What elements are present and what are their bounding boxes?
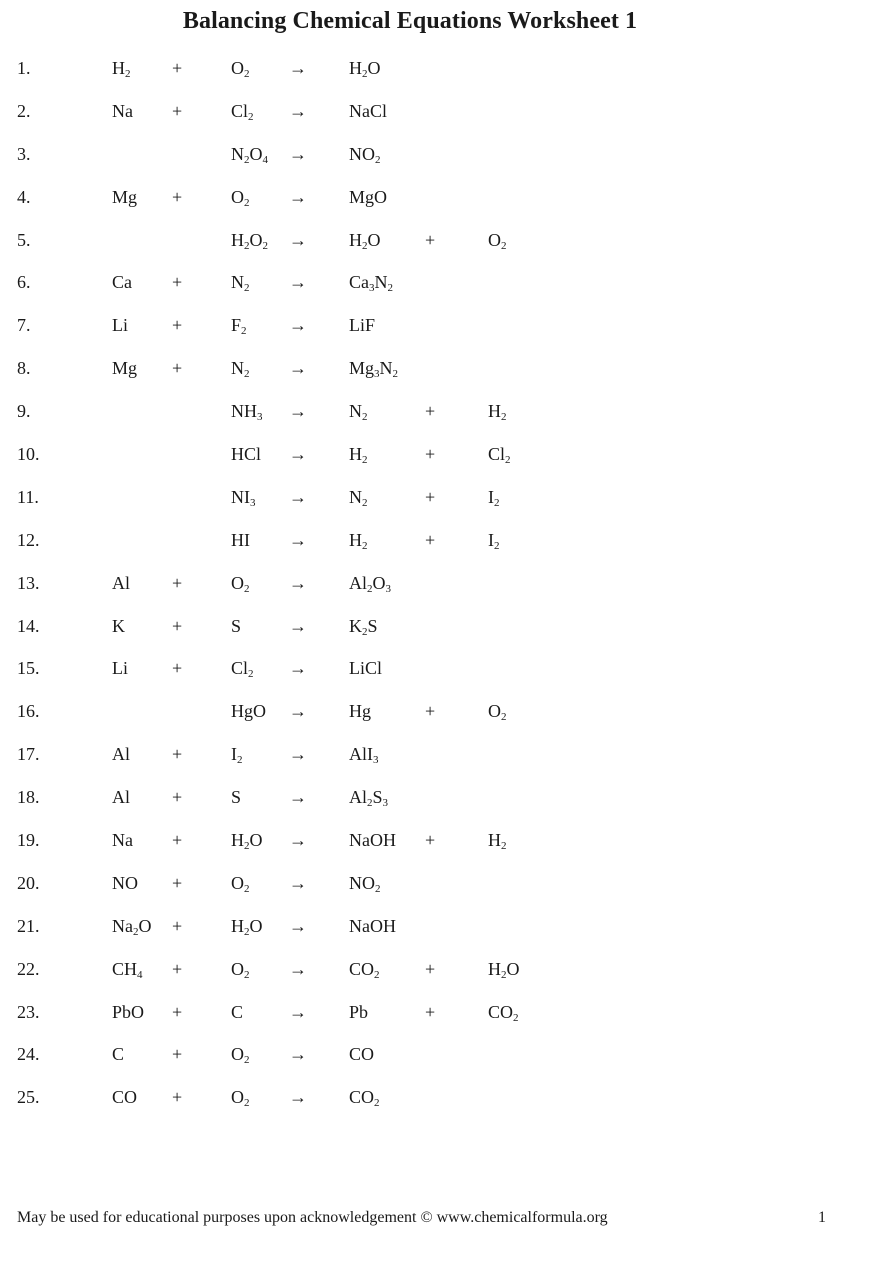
equation-row <box>0 224 869 267</box>
equation-number: 1. <box>17 58 31 78</box>
reaction-arrow: → <box>289 615 307 636</box>
equation-number: 13. <box>17 572 40 593</box>
product-2: $O_2$ <box>488 229 507 252</box>
equation-row <box>0 95 869 138</box>
equation-row <box>0 395 869 438</box>
reaction-arrow: → <box>289 444 307 465</box>
equation-row <box>0 266 869 309</box>
reaction-arrow: → <box>289 872 307 893</box>
plus-sign: + <box>425 529 436 550</box>
reactant-2: C <box>231 1001 244 1022</box>
equation-number: 22. <box>17 958 40 979</box>
plus-sign: + <box>172 272 183 293</box>
reactant-2: HgO <box>231 701 266 722</box>
plus-sign: + <box>425 830 436 851</box>
equation-number: 15. <box>17 658 40 679</box>
product-1: $CO_2$ <box>349 958 380 981</box>
plus-sign: + <box>172 572 183 593</box>
equation-number: 9. <box>17 401 31 422</box>
plus-sign: + <box>172 1044 183 1065</box>
plus-sign: + <box>425 229 436 250</box>
reaction-arrow: → <box>289 787 307 808</box>
product-1: LiF <box>349 315 376 336</box>
reactant-2: $I_2$ <box>231 744 243 767</box>
plus-sign: + <box>172 787 183 808</box>
product-1: $K_2S$ <box>349 615 378 638</box>
product-1: NaCl <box>349 100 387 121</box>
reaction-arrow: → <box>289 486 307 507</box>
equation-row <box>0 695 869 738</box>
reactant-1: PbO <box>112 1001 145 1022</box>
reactant-1: Na <box>112 100 133 121</box>
product-1: $Mg_3N_2$ <box>349 358 399 381</box>
equation-number: 10. <box>17 444 40 465</box>
product-1: LiCl <box>349 658 383 679</box>
plus-sign: + <box>425 486 436 507</box>
product-2: $H_2$ <box>488 830 507 853</box>
reactant-2: $O_2$ <box>231 186 250 209</box>
plus-sign: + <box>425 444 436 465</box>
equation-row <box>0 824 869 867</box>
product-1: $Ca_3N_2$ <box>349 272 393 295</box>
reactant-1: CO <box>112 1087 138 1108</box>
reactant-1: Al <box>112 787 130 808</box>
plus-sign: + <box>172 872 183 893</box>
reactant-2: $Cl_2$ <box>231 100 254 123</box>
reaction-arrow: → <box>289 272 307 293</box>
equation-row <box>0 610 869 653</box>
product-2: $I_2$ <box>488 529 500 552</box>
reactant-1: Al <box>112 572 130 593</box>
reactant-2: S <box>231 615 242 636</box>
product-1: CO <box>349 1044 375 1065</box>
equation-row <box>0 652 869 695</box>
equation-number: 23. <box>17 1001 40 1022</box>
equation-number: 16. <box>17 701 40 722</box>
equation-row <box>0 138 869 181</box>
product-2: $H_2$ <box>488 401 507 424</box>
plus-sign: + <box>172 1001 183 1022</box>
reaction-arrow: → <box>289 186 307 207</box>
reactant-1: $H_2$ <box>112 58 131 80</box>
equation-number: 2. <box>17 100 31 121</box>
reaction-arrow: → <box>289 1087 307 1108</box>
reaction-arrow: → <box>289 100 307 121</box>
equation-row <box>0 181 869 224</box>
reactant-2: HCl <box>231 444 262 465</box>
equation-number: 17. <box>17 744 40 765</box>
reaction-arrow: → <box>289 915 307 936</box>
product-1: $N_2$ <box>349 401 368 424</box>
reactant-1: Li <box>112 658 128 679</box>
reaction-arrow: → <box>289 358 307 379</box>
equation-row <box>0 567 869 610</box>
reactant-2: $H_2O$ <box>231 915 263 938</box>
equation-row <box>0 438 869 481</box>
equation-row <box>0 867 869 910</box>
product-1: $Al_2S_3$ <box>349 787 389 810</box>
reaction-arrow: → <box>289 1001 307 1022</box>
product-1: $H_2O$ <box>349 229 381 252</box>
equation-row <box>0 996 869 1039</box>
equation-number: 4. <box>17 186 31 207</box>
plus-sign: + <box>172 830 183 851</box>
product-1: $NO_2$ <box>349 143 381 166</box>
footer-note: May be used for educational purposes upon acknowledgement © www.chemicalformula.org <box>17 1209 608 1226</box>
reactant-2: S <box>231 787 242 808</box>
equation-row <box>0 524 869 567</box>
equation-number: 18. <box>17 787 40 808</box>
reaction-arrow: → <box>289 143 307 164</box>
page-title: Balancing Chemical Equations Worksheet 1 <box>182 8 638 34</box>
equation-number: 14. <box>17 615 40 636</box>
equation-row <box>0 910 869 953</box>
equation-number: 3. <box>17 143 31 164</box>
reaction-arrow: → <box>289 1044 307 1065</box>
reaction-arrow: → <box>289 958 307 979</box>
reactant-1: Ca <box>112 272 132 293</box>
equation-number: 11. <box>17 486 39 507</box>
reactant-1: Na <box>112 830 133 851</box>
reactant-1: C <box>112 1044 125 1065</box>
reactant-1: Li <box>112 315 128 336</box>
plus-sign: + <box>172 744 183 765</box>
product-1: $H_2$ <box>349 444 368 467</box>
reaction-arrow: → <box>289 401 307 422</box>
reactant-2: $N_2$ <box>231 272 250 295</box>
equation-row <box>0 309 869 352</box>
reactant-2: $O_2$ <box>231 58 250 80</box>
product-2: $H_2O$ <box>488 958 520 981</box>
equation-number: 12. <box>17 529 40 550</box>
product-2: $I_2$ <box>488 486 500 509</box>
product-1: NaOH <box>349 915 396 936</box>
plus-sign: + <box>425 1001 436 1022</box>
reactant-2: $O_2$ <box>231 872 250 895</box>
equation-number: 20. <box>17 872 40 893</box>
reactant-2: $Cl_2$ <box>231 658 254 681</box>
product-1: $N_2$ <box>349 486 368 509</box>
product-1: $NO_2$ <box>349 872 381 895</box>
product-2: $Cl_2$ <box>488 444 511 467</box>
reaction-arrow: → <box>289 58 307 78</box>
page-number: 1 <box>818 1209 826 1226</box>
product-2: $CO_2$ <box>488 1001 519 1024</box>
equation-list <box>0 52 869 1124</box>
reactant-2: $O_2$ <box>231 958 250 981</box>
reaction-arrow: → <box>289 658 307 679</box>
reactant-2: $NH_3$ <box>231 401 263 424</box>
reaction-arrow: → <box>289 229 307 250</box>
product-1: NaOH <box>349 830 396 851</box>
equation-number: 6. <box>17 272 31 293</box>
product-1: AlI$_3$ <box>349 744 379 767</box>
plus-sign: + <box>172 658 183 679</box>
plus-sign: + <box>172 615 183 636</box>
product-1: $H_2$ <box>349 529 368 552</box>
plus-sign: + <box>172 100 183 121</box>
product-1: $Al_2O_3$ <box>349 572 391 595</box>
reactant-2: $F_2$ <box>231 315 247 338</box>
reactant-1: $CH_4$ <box>112 958 143 981</box>
product-1: MgO <box>349 186 388 207</box>
equation-number: 21. <box>17 915 40 936</box>
reactant-1: Mg <box>112 186 138 207</box>
product-1: Hg <box>349 701 371 722</box>
reactant-2: $O_2$ <box>231 1044 250 1067</box>
reactant-2: $H_2O$ <box>231 830 263 853</box>
plus-sign: + <box>425 401 436 422</box>
plus-sign: + <box>172 58 183 78</box>
product-1: Pb <box>349 1001 369 1022</box>
reactant-1: NO <box>112 872 138 893</box>
reactant-1: Mg <box>112 358 138 379</box>
reactant-2: $O_2$ <box>231 572 250 595</box>
reactant-2: HI <box>231 529 250 550</box>
equation-number: 25. <box>17 1087 40 1108</box>
equation-number: 24. <box>17 1044 40 1065</box>
product-1: $CO_2$ <box>349 1087 380 1110</box>
equation-row <box>0 738 869 781</box>
reactant-1: Al <box>112 744 130 765</box>
plus-sign: + <box>172 315 183 336</box>
equation-row <box>0 52 869 95</box>
product-2: $O_2$ <box>488 701 507 724</box>
reactant-1: $Na_2O$ <box>112 915 152 938</box>
equation-number: 5. <box>17 229 31 250</box>
reactant-2: $O_2$ <box>231 1087 250 1110</box>
plus-sign: + <box>172 915 183 936</box>
plus-sign: + <box>425 958 436 979</box>
equation-number: 7. <box>17 315 31 336</box>
reaction-arrow: → <box>289 830 307 851</box>
equation-row <box>0 352 869 395</box>
plus-sign: + <box>172 358 183 379</box>
reactant-2: $H_2O_2$ <box>231 229 268 252</box>
equation-row <box>0 781 869 824</box>
plus-sign: + <box>172 958 183 979</box>
equation-number: 19. <box>17 830 40 851</box>
equation-row <box>0 1081 869 1124</box>
equation-row <box>0 1038 869 1081</box>
plus-sign: + <box>172 1087 183 1108</box>
reaction-arrow: → <box>289 572 307 593</box>
reaction-arrow: → <box>289 744 307 765</box>
reactant-2: $N_2O_4$ <box>231 143 268 166</box>
reaction-arrow: → <box>289 701 307 722</box>
equation-row <box>0 481 869 524</box>
reaction-arrow: → <box>289 315 307 336</box>
reaction-arrow: → <box>289 529 307 550</box>
product-1: $H_2O$ <box>349 58 381 80</box>
equation-row <box>0 953 869 996</box>
reactant-1: K <box>112 615 125 636</box>
reactant-2: $N_2$ <box>231 358 250 381</box>
plus-sign: + <box>425 701 436 722</box>
equation-number: 8. <box>17 358 31 379</box>
plus-sign: + <box>172 186 183 207</box>
reactant-2: $NI_3$ <box>231 486 256 509</box>
